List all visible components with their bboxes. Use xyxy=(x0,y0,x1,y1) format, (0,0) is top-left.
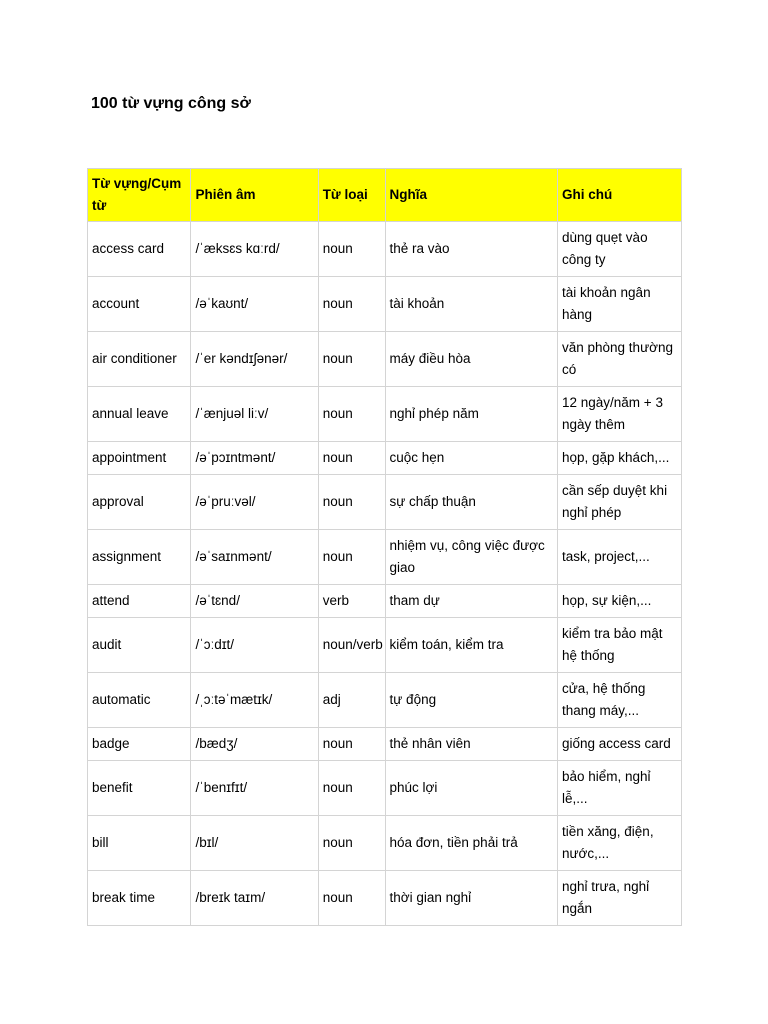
cell-note: cửa, hệ thống thang máy,... xyxy=(558,673,682,728)
cell-meaning: thẻ nhân viên xyxy=(385,728,557,761)
cell-word-type: noun xyxy=(318,475,385,530)
cell-note: họp, sự kiện,... xyxy=(558,585,682,618)
cell-word: automatic xyxy=(88,673,191,728)
cell-note: dùng quẹt vào công ty xyxy=(558,222,682,277)
cell-word: break time xyxy=(88,871,191,926)
table-row xyxy=(88,475,682,530)
table-row xyxy=(88,871,682,926)
cell-pronunciation: /ˈɔːdɪt/ xyxy=(191,618,318,673)
cell-word-type: noun xyxy=(318,222,385,277)
cell-word: audit xyxy=(88,618,191,673)
header-word-type: Từ loại xyxy=(318,169,385,222)
cell-note: giống access card xyxy=(558,728,682,761)
cell-meaning: kiểm toán, kiểm tra xyxy=(385,618,557,673)
header-note: Ghi chú xyxy=(558,169,682,222)
cell-note: văn phòng thường có xyxy=(558,332,682,387)
cell-word-type: noun xyxy=(318,277,385,332)
cell-meaning: cuộc hẹn xyxy=(385,442,557,475)
cell-word-type: noun xyxy=(318,332,385,387)
cell-note: kiểm tra bảo mật hệ thống xyxy=(558,618,682,673)
cell-pronunciation: /bɪl/ xyxy=(191,816,318,871)
cell-word-type: noun xyxy=(318,728,385,761)
cell-word-type: noun xyxy=(318,816,385,871)
cell-word-type: noun xyxy=(318,761,385,816)
cell-word: air conditioner xyxy=(88,332,191,387)
cell-meaning: nghỉ phép năm xyxy=(385,387,557,442)
header-pronunciation: Phiên âm xyxy=(191,169,318,222)
cell-word: benefit xyxy=(88,761,191,816)
cell-note: tài khoản ngân hàng xyxy=(558,277,682,332)
cell-pronunciation: /əˈpruːvəl/ xyxy=(191,475,318,530)
cell-word: assignment xyxy=(88,530,191,585)
cell-word: approval xyxy=(88,475,191,530)
cell-pronunciation: /ˌɔːtəˈmætɪk/ xyxy=(191,673,318,728)
table-row xyxy=(88,387,682,442)
cell-meaning: sự chấp thuận xyxy=(385,475,557,530)
cell-pronunciation: /ˈæksɛs kɑːrd/ xyxy=(191,222,318,277)
cell-meaning: tài khoản xyxy=(385,277,557,332)
table-row xyxy=(88,332,682,387)
cell-pronunciation: /əˈkaʊnt/ xyxy=(191,277,318,332)
cell-pronunciation: /ˈbenɪfɪt/ xyxy=(191,761,318,816)
cell-meaning: phúc lợi xyxy=(385,761,557,816)
cell-meaning: nhiệm vụ, công việc được giao xyxy=(385,530,557,585)
cell-note: nghỉ trưa, nghỉ ngắn xyxy=(558,871,682,926)
cell-note: task, project,... xyxy=(558,530,682,585)
cell-note: tiền xăng, điện, nước,... xyxy=(558,816,682,871)
cell-meaning: thời gian nghỉ xyxy=(385,871,557,926)
table-row xyxy=(88,442,682,475)
cell-note: cần sếp duyệt khi nghỉ phép xyxy=(558,475,682,530)
cell-meaning: thẻ ra vào xyxy=(385,222,557,277)
cell-word-type: noun xyxy=(318,442,385,475)
cell-pronunciation: /ˈer kəndɪʃənər/ xyxy=(191,332,318,387)
cell-pronunciation: /əˈsaɪnmənt/ xyxy=(191,530,318,585)
cell-word: badge xyxy=(88,728,191,761)
document-title: 100 từ vựng công sở xyxy=(91,95,251,112)
cell-note: 12 ngày/năm + 3 ngày thêm xyxy=(558,387,682,442)
table-row xyxy=(88,277,682,332)
header-word: Từ vựng/Cụm từ xyxy=(88,169,191,222)
table-row xyxy=(88,728,682,761)
cell-meaning: máy điều hòa xyxy=(385,332,557,387)
table-row xyxy=(88,585,682,618)
cell-word-type: noun xyxy=(318,387,385,442)
table-header-row xyxy=(88,169,682,222)
cell-word-type: noun xyxy=(318,530,385,585)
table-row xyxy=(88,222,682,277)
cell-note: họp, gặp khách,... xyxy=(558,442,682,475)
table-row xyxy=(88,673,682,728)
header-meaning: Nghĩa xyxy=(385,169,557,222)
cell-meaning: tự động xyxy=(385,673,557,728)
cell-pronunciation: /ˈænjuəl liːv/ xyxy=(191,387,318,442)
vocabulary-table xyxy=(87,168,682,926)
cell-word: annual leave xyxy=(88,387,191,442)
cell-pronunciation: /əˈtɛnd/ xyxy=(191,585,318,618)
cell-word-type: verb xyxy=(318,585,385,618)
cell-word: attend xyxy=(88,585,191,618)
cell-note: bảo hiểm, nghỉ lễ,... xyxy=(558,761,682,816)
cell-word: access card xyxy=(88,222,191,277)
table-row xyxy=(88,761,682,816)
cell-pronunciation: /bædʒ/ xyxy=(191,728,318,761)
cell-pronunciation: /əˈpɔɪntmənt/ xyxy=(191,442,318,475)
cell-word: account xyxy=(88,277,191,332)
cell-word-type: noun xyxy=(318,871,385,926)
cell-word-type: noun/verb xyxy=(318,618,385,673)
cell-meaning: tham dự xyxy=(385,585,557,618)
cell-pronunciation: /breɪk taɪm/ xyxy=(191,871,318,926)
cell-meaning: hóa đơn, tiền phải trả xyxy=(385,816,557,871)
table-row xyxy=(88,816,682,871)
cell-word: bill xyxy=(88,816,191,871)
cell-word: appointment xyxy=(88,442,191,475)
table-row xyxy=(88,618,682,673)
cell-word-type: adj xyxy=(318,673,385,728)
table-row xyxy=(88,530,682,585)
